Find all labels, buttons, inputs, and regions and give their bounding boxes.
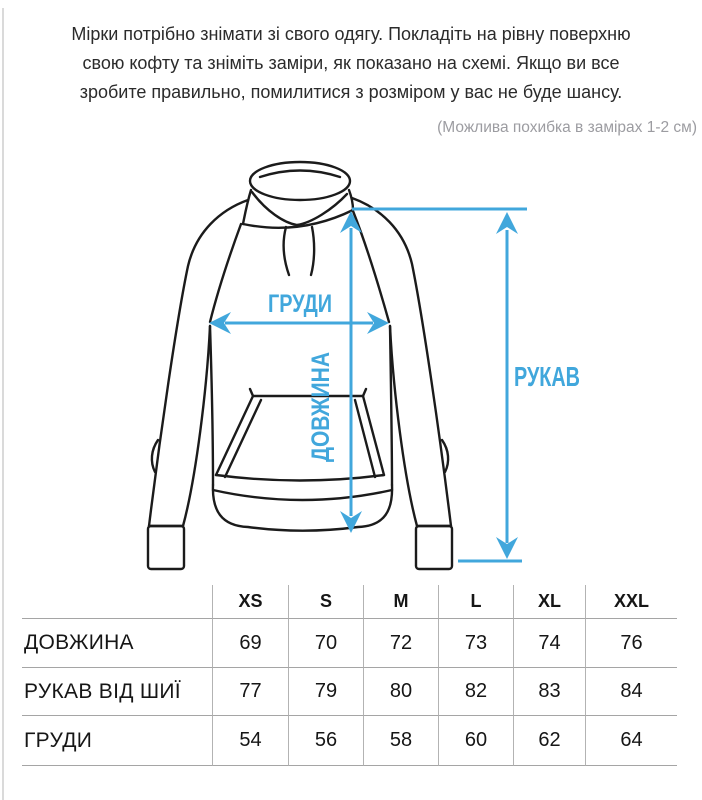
- table-cell-length-xs: 69: [213, 619, 289, 668]
- tolerance-note: (Можлива похибка в замірах 1-2 см): [437, 119, 697, 136]
- chest-label: ГРУДИ: [268, 290, 332, 318]
- measurement-labels: [268, 290, 580, 462]
- table-cell-chest-l: 60: [439, 716, 514, 766]
- cuff-left: [148, 526, 184, 569]
- row-label-sleeve-from-neck: РУКАВ ВІД ШИЇ: [22, 668, 213, 716]
- table-cell-sleeve-s: 79: [289, 668, 364, 716]
- table-cell-sleeve-l: 82: [439, 668, 514, 716]
- hood-rim-inner: [260, 171, 340, 178]
- table-cell-length-s: 70: [289, 619, 364, 668]
- hood-side-left: [243, 190, 251, 224]
- hood-side-right: [349, 190, 353, 210]
- hood-opening: [250, 162, 350, 200]
- table-cell-length-l: 73: [439, 619, 514, 668]
- table-corner-cell: [22, 585, 213, 619]
- table-cell-sleeve-xl: 83: [514, 668, 586, 716]
- pocket-side-left: [216, 396, 253, 475]
- body-side-left: [210, 326, 213, 485]
- pocket-side-right: [363, 396, 384, 475]
- cuff-right: [416, 526, 452, 569]
- table-header-xs: XS: [213, 585, 289, 619]
- length-label: ДОВЖИНА: [307, 330, 335, 462]
- sleeve-label: РУКАВ: [514, 361, 580, 392]
- size-table: [22, 585, 677, 766]
- table-cell-chest-m: 58: [364, 716, 439, 766]
- row-label-length: ДОВЖИНА: [22, 619, 213, 668]
- hem-seam: [213, 490, 392, 500]
- drawstring-right: [311, 227, 314, 275]
- hoodie-measurement-diagram: [80, 148, 610, 580]
- raglan-seam-left: [210, 224, 241, 322]
- intro-line-1: Мірки потрібно знімати зі свого одягу. Покладіть на рівну поверхню: [71, 24, 631, 44]
- pocket-stitch-right: [355, 400, 375, 477]
- hood-drape: [252, 192, 347, 225]
- table-header-s: S: [289, 585, 364, 619]
- pocket-stitch-left: [225, 400, 261, 477]
- hem-outline: [213, 485, 392, 531]
- row-label-chest: ГРУДИ: [22, 716, 213, 766]
- table-cell-sleeve-m: 80: [364, 668, 439, 716]
- sleeve-inner-right: [390, 326, 417, 526]
- table-cell-chest-xl: 62: [514, 716, 586, 766]
- table-cell-chest-xxl: 64: [586, 716, 677, 766]
- table-header-m: M: [364, 585, 439, 619]
- table-cell-length-xxl: 76: [586, 619, 677, 668]
- table-cell-chest-s: 56: [289, 716, 364, 766]
- hoodie-outline: [148, 162, 452, 569]
- table-cell-sleeve-xs: 77: [213, 668, 289, 716]
- table-header-l: L: [439, 585, 514, 619]
- page-left-border: [2, 8, 4, 800]
- table-cell-length-m: 72: [364, 619, 439, 668]
- intro-line-2: свою кофту та зніміть заміри, як показано на схемі. Якщо ви все: [82, 53, 620, 73]
- intro-text: [30, 20, 672, 107]
- measurement-lines: [225, 209, 527, 561]
- drawstring-left: [284, 227, 289, 275]
- table-header-xxl: XXL: [586, 585, 677, 619]
- measurement-arrowheads: [209, 211, 518, 559]
- pocket-bottom: [216, 475, 384, 481]
- table-header-xl: XL: [514, 585, 586, 619]
- intro-line-3: зробите правильно, помилитися з розміром у вас не буде шансу.: [79, 82, 623, 102]
- table-cell-length-xl: 74: [514, 619, 586, 668]
- table-cell-chest-xs: 54: [213, 716, 289, 766]
- sleeve-inner-left: [183, 326, 210, 526]
- table-cell-sleeve-xxl: 84: [586, 668, 677, 716]
